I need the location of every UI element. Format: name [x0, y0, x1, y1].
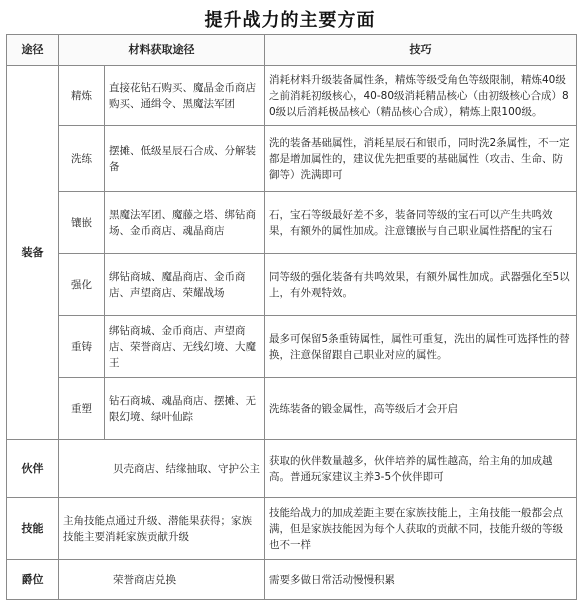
- category-skill: 技能: [7, 498, 59, 560]
- tip-cell: 石，宝石等级最好差不多，装备同等级的宝石可以产生共鸣效果，有额外的属性加成。注意镶嵌与自己职业属性搭配的宝石: [265, 192, 577, 254]
- subcategory-cell: 精炼: [59, 66, 105, 126]
- tip-cell: 获取的伙伴数量越多，伙伴培养的属性越高，给主角的加成越高。普通玩家建议主养3-5个伙伴即可: [265, 440, 577, 498]
- source-cell: 贝壳商店、结缘抽取、守护公主: [59, 440, 265, 498]
- tip-cell: 洗的装备基础属性，消耗星辰石和银币，同时洗2条属性，不一定都是增加属性的，建议优先把重要的基础属性（攻击、生命、防御等）洗满即可: [265, 126, 577, 192]
- table-row: [7, 66, 577, 126]
- header-source: 材料获取途径: [59, 35, 265, 66]
- source-cell: 绑钻商城、金币商店、声望商店、荣誉商店、无线幻境、大魔王: [105, 316, 265, 378]
- category-rank: 爵位: [7, 560, 59, 600]
- source-cell: 主角技能点通过升级、潜能果获得；家族技能主要消耗家族贡献升级: [59, 498, 265, 560]
- subcategory-cell: 镶嵌: [59, 192, 105, 254]
- tip-cell: 需要多做日常活动慢慢积累: [265, 560, 577, 600]
- table-row: [7, 498, 577, 560]
- tip-cell: 技能给战力的加成差距主要在家族技能上，主角技能一般都会点满，但是家族技能因为每个人获取的贡献不同，技能升级的等级也不一样: [265, 498, 577, 560]
- table-row: [7, 378, 577, 440]
- source-cell: 钻石商城、魂晶商店、摆摊、无限幻境、绿叶仙踪: [105, 378, 265, 440]
- tip-cell: 最多可保留5条重铸属性，属性可重复，洗出的属性可选择性的替换，注意保留跟自己职业对应的属性。: [265, 316, 577, 378]
- subcategory-cell: 洗练: [59, 126, 105, 192]
- source-cell: 绑钻商城、魔晶商店、金币商店、声望商店、荣耀战场: [105, 254, 265, 316]
- table-row: [7, 126, 577, 192]
- subcategory-cell: 重铸: [59, 316, 105, 378]
- source-cell: 摆摊、低级星辰石合成、分解装备: [105, 126, 265, 192]
- subcategory-cell: 强化: [59, 254, 105, 316]
- source-cell: 黑魔法军团、魔藤之塔、绑钻商场、金币商店、魂晶商店: [105, 192, 265, 254]
- category-equipment: 装备: [7, 66, 59, 440]
- tip-cell: 消耗材料升级装备属性条，精炼等级受角色等级限制，精炼40级之前消耗初级核心，40-80级消耗精品核心（由初级核心合成）80级以后消耗极品核心（精品核心合成），精炼上限100级。: [265, 66, 577, 126]
- subcategory-cell: 重塑: [59, 378, 105, 440]
- table-row: [7, 254, 577, 316]
- power-boost-table: [6, 34, 577, 600]
- table-row: [7, 440, 577, 498]
- header-route: 途径: [7, 35, 59, 66]
- page-title: 提升战力的主要方面: [204, 10, 376, 31]
- header-tip: 技巧: [265, 35, 577, 66]
- table-row: [7, 316, 577, 378]
- source-cell: 直接花钻石购买、魔晶金币商店购买、通缉令、黑魔法军团: [105, 66, 265, 126]
- category-partner: 伙伴: [7, 440, 59, 498]
- tip-cell: 洗练装备的锻金属性，高等级后才会开启: [265, 378, 577, 440]
- table-header-row: [7, 35, 577, 66]
- source-cell: 荣誉商店兑换: [59, 560, 265, 600]
- table-row: [7, 192, 577, 254]
- tip-cell: 同等级的强化装备有共鸣效果，有额外属性加成。武器强化至5以上，有外观特效。: [265, 254, 577, 316]
